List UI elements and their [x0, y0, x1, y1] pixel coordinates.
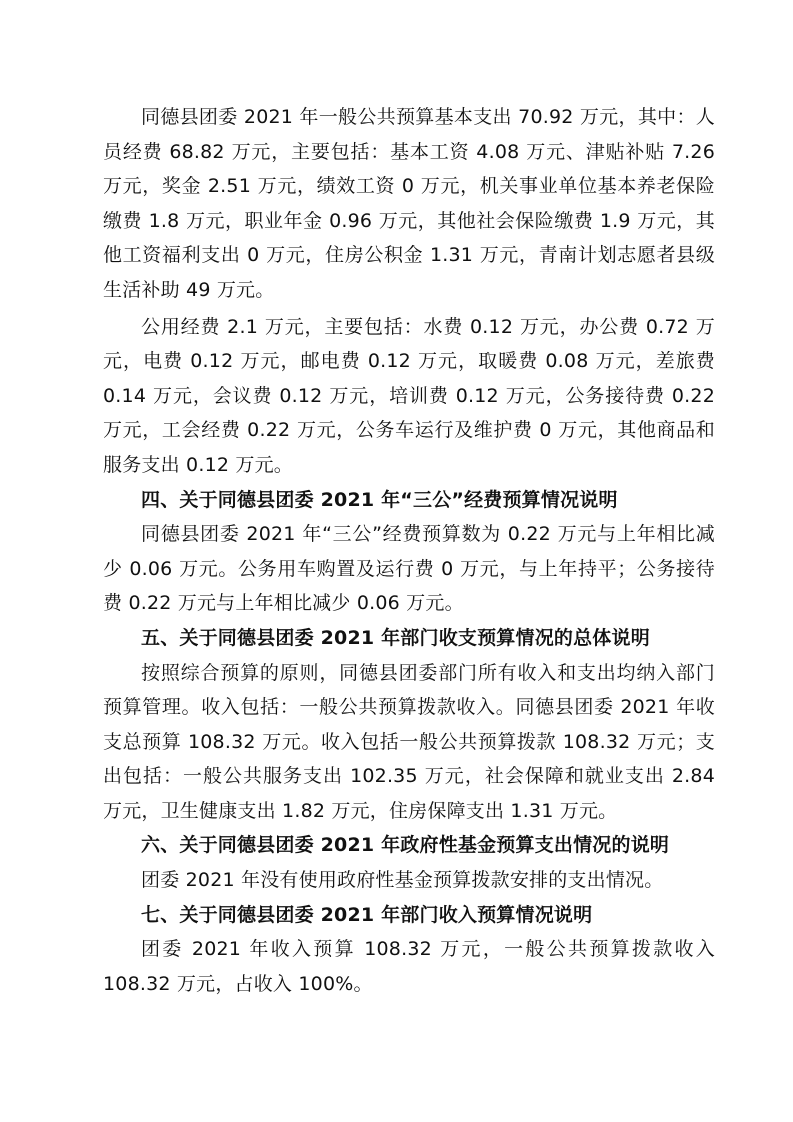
- body-paragraph: 按照综合预算的原则，同德县团委部门所有收入和支出均纳入部门预算管理。收入包括：一般公共预算拨款收入。同德县团委 2021 年收支总预算 108.32 万元。收入包括一般公共预算拨款 108.32 万元；支出包括：一般公共服务支出 102.35 万元，社会保障和就业支出 2.84 万元，卫生健康支出 1.82 万元，住房保障支出 1.31 万元。: [103, 661, 715, 822]
- section-heading: 四、关于同德县团委 2021 年“三公”经费预算情况说明: [141, 488, 618, 511]
- section-heading: 五、关于同德县团委 2021 年部门收支预算情况的总体说明: [141, 626, 650, 649]
- body-paragraph: 同德县团委 2021 年一般公共预算基本支出 70.92 万元，其中：人员经费 68.82 万元，主要包括：基本工资 4.08 万元、津贴补贴 7.26 万元，奖金 2.51 万元，绩效工资 0 万元，机关事业单位基本养老保险缴费 1.8 万元，职业年金 0.96 万元，其他社会保险缴费 1.9 万元，其他工资福利支出 0 万元，住房公积金 1.31 万元，青南计划志愿者县级生活补助 49 万元。: [103, 106, 715, 301]
- body-paragraph: 公用经费 2.1 万元，主要包括：水费 0.12 万元，办公费 0.72 万元，电费 0.12 万元，邮电费 0.12 万元，取暖费 0.08 万元，差旅费 0.14 万元，会议费 0.12 万元，培训费 0.12 万元，公务接待费 0.22 万元，工会经费 0.22 万元，公务车运行及维护费 0 万元，其他商品和服务支出 0.12 万元。: [103, 315, 715, 476]
- document-page: [103, 100, 715, 1001]
- body-paragraph: 团委 2021 年收入预算 108.32 万元，一般公共预算拨款收入 108.32 万元，占收入 100%。: [103, 938, 715, 995]
- section-heading: 六、关于同德县团委 2021 年政府性基金预算支出情况的说明: [141, 834, 670, 857]
- body-paragraph: 团委 2021 年没有使用政府性基金预算拨款安排的支出情况。: [141, 869, 664, 892]
- body-paragraph: 同德县团委 2021 年“三公”经费预算数为 0.22 万元与上年相比减少 0.06 万元。公务用车购置及运行费 0 万元，与上年持平；公务接待费 0.22 万元与上年相比减少 0.06 万元。: [103, 523, 715, 615]
- section-heading: 七、关于同德县团委 2021 年部门收入预算情况说明: [141, 903, 593, 926]
